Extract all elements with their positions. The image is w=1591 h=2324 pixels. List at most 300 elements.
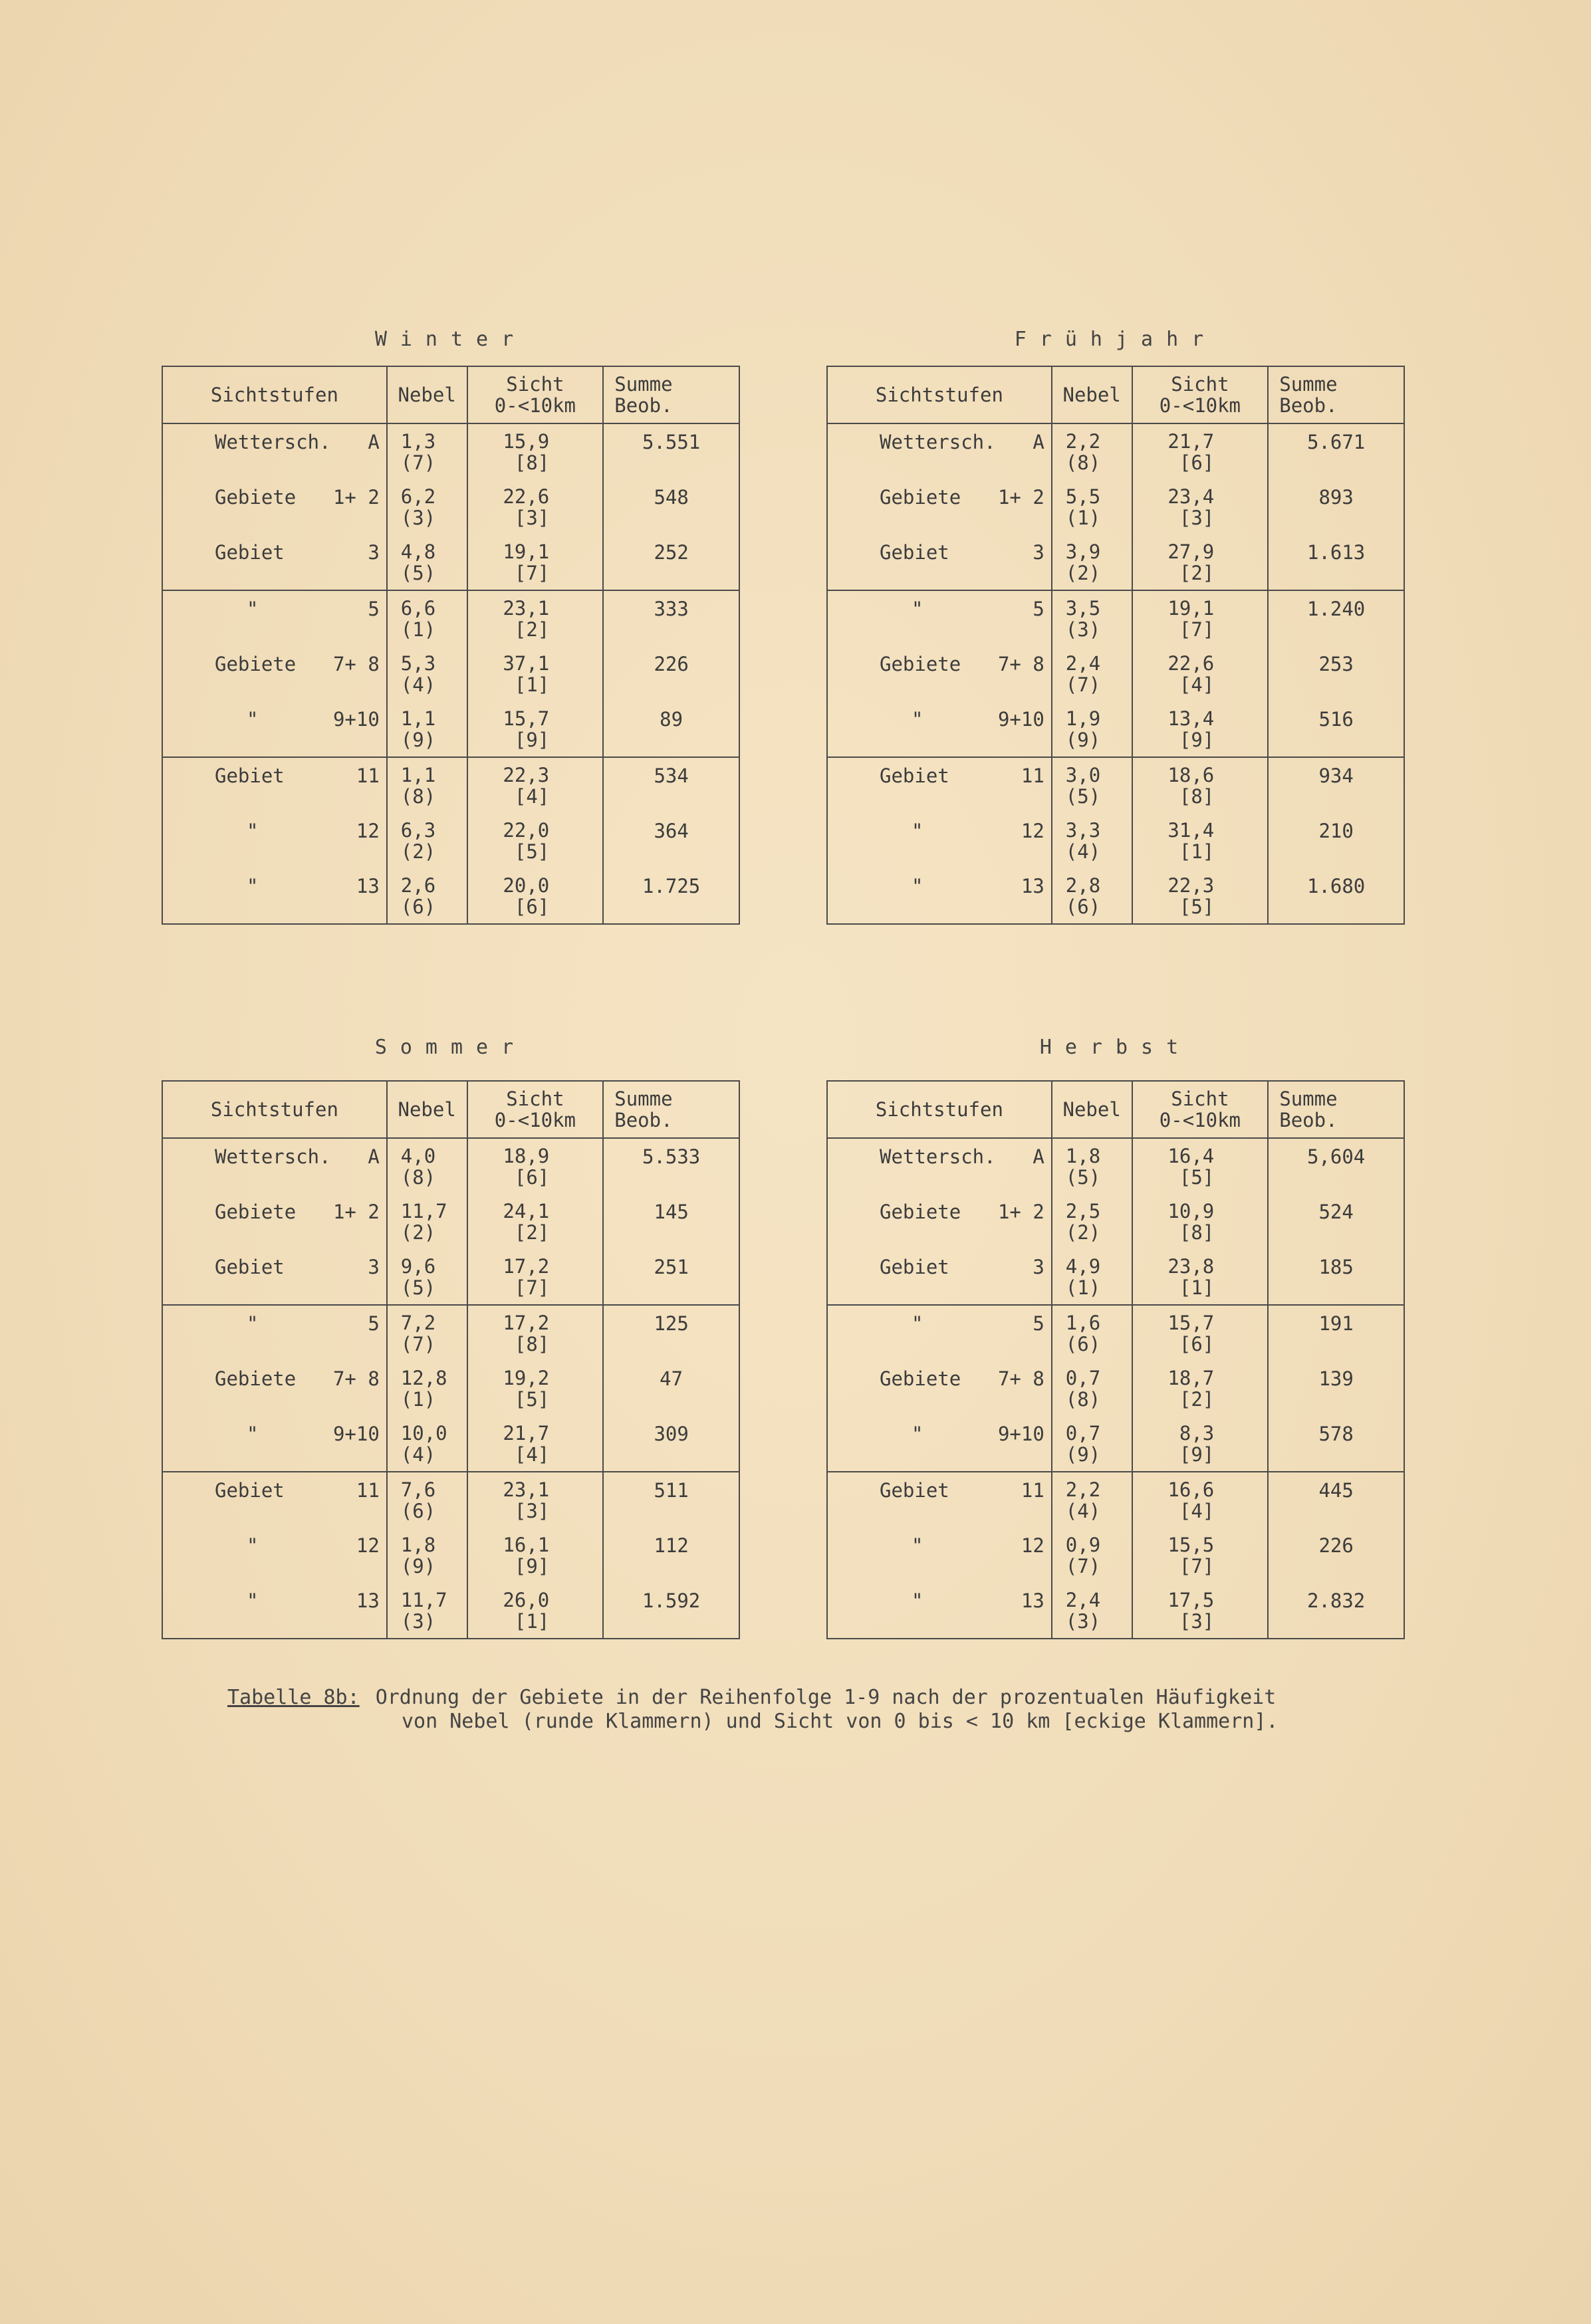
nebel-value: 7,6 (400, 1478, 436, 1501)
nebel-value: 11,7 (400, 1200, 447, 1222)
sicht-rank: [2] (514, 618, 550, 641)
nebel-value: 11,7 (400, 1589, 447, 1611)
row-name: " (247, 598, 259, 620)
summe-value: 1.613 (1306, 541, 1366, 564)
sicht-value: 15,7 (1167, 1312, 1215, 1334)
sicht-cell (467, 1583, 604, 1639)
summe-value: 253 (1318, 653, 1354, 675)
sicht-rank: [3] (514, 507, 550, 529)
sicht-value: 15,9 (503, 430, 550, 453)
row-label-cell (827, 701, 1052, 757)
header-nebel: Nebel (1052, 1081, 1132, 1138)
row-number: 7+ 8 (332, 653, 380, 675)
sicht-rank: [1] (1179, 1276, 1215, 1299)
nebel-cell (387, 479, 467, 534)
sicht-cell (1132, 1472, 1269, 1528)
summe-cell (603, 813, 739, 868)
table-row (827, 646, 1404, 701)
sicht-value: 22,6 (503, 485, 550, 508)
summe-cell (1268, 1361, 1404, 1416)
caption-line-2: von Nebel (runde Klammern) und Sicht von 0 bis < 10 km [eckige Klammern]. (402, 1710, 1279, 1733)
summe-value: 251 (654, 1256, 689, 1278)
nebel-rank: (1) (1065, 507, 1101, 529)
row-name: Gebiete (880, 1367, 961, 1390)
summe-value: 309 (654, 1423, 689, 1445)
table-row (162, 1138, 739, 1194)
header-summe-line2: Beob. (1279, 394, 1338, 417)
row-number: 9+10 (997, 708, 1044, 731)
sicht-cell (467, 1138, 604, 1194)
summe-value: 516 (1318, 708, 1354, 731)
nebel-rank: (5) (1065, 785, 1101, 808)
summe-cell (603, 1138, 739, 1194)
nebel-cell (1052, 534, 1132, 590)
row-label-cell (827, 423, 1052, 479)
nebel-rank: (8) (400, 785, 436, 808)
nebel-value: 1,8 (400, 1534, 436, 1556)
nebel-cell (1052, 1249, 1132, 1305)
row-label-cell (827, 868, 1052, 924)
sicht-cell (467, 1361, 604, 1416)
row-name: " (247, 1589, 259, 1612)
summe-cell (1268, 1472, 1404, 1528)
header-sicht-line2: 0-<10km (494, 394, 576, 417)
row-name: Wettersch. (215, 1145, 331, 1168)
summe-cell (1268, 646, 1404, 701)
row-label-cell (162, 868, 387, 924)
sicht-cell (1132, 1416, 1269, 1472)
header-summe-line1: Summe (1279, 1088, 1338, 1110)
nebel-rank: (7) (400, 1333, 436, 1355)
table-row (162, 590, 739, 646)
nebel-value: 2,2 (1065, 430, 1101, 453)
summe-value: 5.551 (642, 431, 701, 453)
row-number: 13 (1021, 875, 1044, 897)
table-row (162, 1528, 739, 1583)
row-label-cell (827, 1249, 1052, 1305)
table-row (827, 1305, 1404, 1361)
nebel-rank: (7) (400, 451, 436, 474)
table-row (827, 1249, 1404, 1305)
sicht-cell (467, 757, 604, 813)
nebel-rank: (3) (400, 507, 436, 529)
row-label-cell (827, 1361, 1052, 1416)
sicht-rank: [5] (1179, 895, 1215, 918)
header-summe-line1: Summe (614, 1088, 673, 1110)
row-number: 11 (1021, 1479, 1044, 1502)
sicht-value: 27,9 (1167, 540, 1215, 563)
sicht-rank: [8] (514, 1333, 550, 1355)
row-label-cell (162, 479, 387, 534)
nebel-rank: (2) (400, 1221, 436, 1244)
sicht-cell (1132, 1361, 1269, 1416)
summe-cell (1268, 1138, 1404, 1194)
sicht-cell (467, 590, 604, 646)
sicht-rank: [2] (1179, 562, 1215, 584)
sicht-value: 31,4 (1167, 819, 1215, 842)
table-row (827, 1583, 1404, 1639)
nebel-rank: (9) (1065, 729, 1101, 751)
nebel-value: 0,7 (1065, 1367, 1101, 1389)
sicht-rank: [6] (1179, 1333, 1215, 1355)
sicht-cell (467, 1249, 604, 1305)
nebel-rank: (1) (400, 1388, 436, 1411)
header-nebel: Nebel (387, 1081, 467, 1138)
table-title-herbst: Herbst (1039, 1036, 1192, 1059)
sicht-value: 17,2 (503, 1312, 550, 1334)
nebel-cell (1052, 423, 1132, 479)
header-summe-line2: Beob. (614, 394, 673, 417)
nebel-cell (387, 813, 467, 868)
summe-value: 934 (1318, 764, 1354, 787)
sicht-cell (467, 1528, 604, 1583)
nebel-cell (387, 1138, 467, 1194)
table-row (162, 1361, 739, 1416)
sicht-cell (467, 701, 604, 757)
nebel-rank: (3) (1065, 1610, 1101, 1633)
nebel-cell (387, 1194, 467, 1249)
row-name: Gebiete (215, 486, 297, 509)
nebel-rank: (2) (1065, 562, 1101, 584)
nebel-cell (387, 868, 467, 924)
row-label-cell (162, 1138, 387, 1194)
nebel-value: 3,9 (1065, 540, 1101, 563)
summe-cell (603, 757, 739, 813)
header-summe-line2: Beob. (1279, 1109, 1338, 1131)
sicht-cell (1132, 1528, 1269, 1583)
row-number: 9+10 (332, 1423, 380, 1445)
nebel-rank: (6) (1065, 1333, 1101, 1355)
sicht-cell (467, 813, 604, 868)
sicht-cell (1132, 813, 1269, 868)
row-number: 5 (368, 1312, 380, 1335)
summe-cell (1268, 868, 1404, 924)
sicht-rank: [9] (514, 729, 550, 751)
nebel-value: 5,3 (400, 652, 436, 675)
nebel-value: 2,8 (1065, 874, 1101, 897)
sicht-rank: [3] (1179, 507, 1215, 529)
sicht-cell (467, 1305, 604, 1361)
nebel-rank: (7) (1065, 673, 1101, 696)
sicht-cell (1132, 1305, 1269, 1361)
summe-cell (1268, 1416, 1404, 1472)
row-label-cell (162, 534, 387, 590)
summe-cell (603, 1583, 739, 1639)
nebel-value: 4,8 (400, 540, 436, 563)
table-row (162, 1194, 739, 1249)
nebel-cell (387, 1472, 467, 1528)
summe-cell (1268, 1583, 1404, 1639)
nebel-rank: (9) (1065, 1443, 1101, 1466)
sicht-value: 19,1 (1167, 597, 1215, 620)
sicht-cell (467, 1416, 604, 1472)
sicht-rank: [8] (514, 451, 550, 474)
sicht-rank: [4] (514, 785, 550, 808)
table-caption (227, 1686, 1279, 1734)
nebel-rank: (5) (400, 562, 436, 584)
caption-text-1: Ordnung der Gebiete in der Reihenfolge 1-9 nach der prozentualen Häufigkeit (375, 1686, 1277, 1709)
summe-cell (603, 868, 739, 924)
summe-value: 548 (654, 486, 689, 509)
table-row (827, 1472, 1404, 1528)
sicht-value: 22,6 (1167, 652, 1215, 675)
row-name: " (247, 1312, 259, 1335)
nebel-value: 3,5 (1065, 597, 1101, 620)
table-row (827, 590, 1404, 646)
summe-value: 364 (654, 820, 689, 842)
sicht-cell (1132, 534, 1269, 590)
summe-cell (603, 1528, 739, 1583)
header-sicht-line1: Sicht (1171, 1088, 1229, 1110)
row-name: " (912, 1534, 923, 1557)
summe-value: 191 (1318, 1312, 1354, 1335)
row-number: 1+ 2 (332, 486, 380, 509)
sicht-value: 16,4 (1167, 1145, 1215, 1167)
nebel-rank: (4) (400, 673, 436, 696)
nebel-value: 7,2 (400, 1312, 436, 1334)
row-name: Gebiete (880, 486, 961, 509)
row-label-cell (162, 1583, 387, 1639)
row-number: 7+ 8 (332, 1367, 380, 1390)
table-row (162, 646, 739, 701)
header-sicht-line2: 0-<10km (1159, 1109, 1241, 1131)
nebel-cell (1052, 757, 1132, 813)
table-row (162, 701, 739, 757)
summe-cell (603, 1194, 739, 1249)
nebel-cell (387, 1249, 467, 1305)
row-name: Gebiet (215, 1256, 285, 1278)
nebel-rank: (8) (1065, 1388, 1101, 1411)
summe-cell (1268, 590, 1404, 646)
nebel-value: 12,8 (400, 1367, 447, 1389)
sicht-rank: [3] (514, 1500, 550, 1522)
row-label-cell (162, 1361, 387, 1416)
table-row (827, 701, 1404, 757)
summe-value: 226 (654, 653, 689, 675)
nebel-rank: (8) (400, 1166, 436, 1189)
table-row (162, 479, 739, 534)
caption-line-1 (227, 1686, 1279, 1710)
summe-cell (1268, 757, 1404, 813)
summe-value: 185 (1318, 1256, 1354, 1278)
table-row (827, 1416, 1404, 1472)
nebel-cell (1052, 1528, 1132, 1583)
table-row (827, 534, 1404, 590)
summe-value: 145 (654, 1201, 689, 1223)
header-summe (1268, 366, 1404, 423)
row-name: " (912, 598, 923, 620)
row-number: 3 (368, 541, 380, 564)
sicht-value: 21,7 (1167, 430, 1215, 453)
row-number: 13 (356, 875, 380, 897)
row-number: 5 (1033, 598, 1044, 620)
row-label-cell (827, 1138, 1052, 1194)
row-number: 3 (368, 1256, 380, 1278)
sicht-value: 22,3 (503, 764, 550, 786)
header-sicht-line1: Sicht (506, 373, 564, 396)
sicht-value: 8,3 (1179, 1422, 1215, 1445)
nebel-cell (387, 1583, 467, 1639)
row-label-cell (827, 1416, 1052, 1472)
sicht-cell (1132, 1138, 1269, 1194)
nebel-cell (387, 590, 467, 646)
sicht-cell (467, 868, 604, 924)
row-number: A (1033, 431, 1044, 453)
sicht-value: 23,8 (1167, 1255, 1215, 1278)
row-label-cell (827, 813, 1052, 868)
sicht-value: 18,9 (503, 1145, 550, 1167)
sicht-rank: [4] (514, 1443, 550, 1466)
sicht-value: 21,7 (503, 1422, 550, 1445)
row-label-cell (162, 646, 387, 701)
sicht-cell (1132, 590, 1269, 646)
nebel-rank: (4) (400, 1443, 436, 1466)
nebel-cell (1052, 479, 1132, 534)
row-label-cell (162, 423, 387, 479)
nebel-cell (1052, 1194, 1132, 1249)
nebel-rank: (6) (1065, 895, 1101, 918)
header-summe-line2: Beob. (614, 1109, 673, 1131)
row-name: Gebiet (215, 1479, 285, 1502)
row-name: Gebiete (215, 653, 297, 675)
header-sichtstufen: Sichtstufen (162, 1081, 387, 1138)
summe-value: 333 (654, 598, 689, 620)
nebel-rank: (1) (1065, 1276, 1101, 1299)
summe-value: 5,604 (1306, 1145, 1366, 1168)
sicht-rank: [7] (1179, 618, 1215, 641)
sicht-rank: [6] (1179, 451, 1215, 474)
summe-cell (1268, 534, 1404, 590)
row-label-cell (827, 534, 1052, 590)
summe-value: 210 (1318, 820, 1354, 842)
sicht-cell (467, 1194, 604, 1249)
row-number: 13 (1021, 1589, 1044, 1612)
sicht-rank: [5] (1179, 1166, 1215, 1189)
sicht-value: 13,4 (1167, 707, 1215, 730)
row-number: 1+ 2 (997, 1201, 1044, 1223)
sicht-rank: [7] (514, 562, 550, 584)
row-label-cell (162, 813, 387, 868)
table-row (162, 1583, 739, 1639)
nebel-cell (387, 534, 467, 590)
row-number: 9+10 (997, 1423, 1044, 1445)
header-summe (603, 366, 739, 423)
row-name: Wettersch. (880, 1145, 996, 1168)
summe-cell (1268, 813, 1404, 868)
row-name: Gebiet (215, 541, 285, 564)
sicht-rank: [6] (514, 895, 550, 918)
nebel-rank: (2) (1065, 1221, 1101, 1244)
nebel-value: 2,4 (1065, 1589, 1101, 1611)
sicht-cell (1132, 1194, 1269, 1249)
sicht-value: 22,3 (1167, 874, 1215, 897)
row-number: A (1033, 1145, 1044, 1168)
nebel-value: 2,5 (1065, 1200, 1101, 1222)
nebel-value: 6,6 (400, 597, 436, 620)
sicht-cell (467, 423, 604, 479)
sicht-value: 22,0 (503, 819, 550, 842)
row-name: " (912, 820, 923, 842)
table-row (827, 479, 1404, 534)
summe-value: 511 (654, 1479, 689, 1502)
table-row (162, 423, 739, 479)
summe-cell (1268, 1249, 1404, 1305)
summe-value: 1.725 (642, 875, 701, 897)
sicht-cell (467, 646, 604, 701)
sicht-cell (467, 534, 604, 590)
sicht-rank: [4] (1179, 1500, 1215, 1522)
summe-cell (603, 423, 739, 479)
row-name: Gebiet (880, 764, 949, 787)
summe-value: 1.592 (642, 1589, 701, 1612)
summe-cell (603, 534, 739, 590)
sicht-value: 16,6 (1167, 1478, 1215, 1501)
row-name: Gebiete (215, 1201, 297, 1223)
table-herbst (826, 1080, 1405, 1639)
summe-value: 47 (660, 1367, 683, 1390)
sicht-value: 18,7 (1167, 1367, 1215, 1389)
nebel-cell (387, 646, 467, 701)
nebel-cell (1052, 590, 1132, 646)
table-title-sommer: Sommer (374, 1036, 527, 1059)
summe-cell (1268, 423, 1404, 479)
table-row (827, 813, 1404, 868)
nebel-value: 10,0 (400, 1422, 447, 1445)
nebel-cell (1052, 701, 1132, 757)
header-summe (1268, 1081, 1404, 1138)
summe-value: 89 (660, 708, 683, 731)
caption-label: Tabelle 8b: (227, 1686, 360, 1709)
row-number: A (368, 431, 380, 453)
nebel-rank: (4) (1065, 840, 1101, 863)
table-row (162, 868, 739, 924)
row-number: 13 (356, 1589, 380, 1612)
sicht-value: 10,9 (1167, 1200, 1215, 1222)
nebel-cell (1052, 1472, 1132, 1528)
sicht-value: 15,5 (1167, 1534, 1215, 1556)
row-label-cell (827, 1194, 1052, 1249)
header-row (162, 1081, 739, 1138)
header-sichtstufen: Sichtstufen (827, 366, 1052, 423)
summe-cell (603, 1249, 739, 1305)
nebel-value: 2,2 (1065, 1478, 1101, 1501)
row-label-cell (827, 1583, 1052, 1639)
nebel-rank: (2) (400, 840, 436, 863)
row-number: 12 (1021, 1534, 1044, 1557)
sicht-rank: [2] (1179, 1388, 1215, 1411)
table-row (162, 1249, 739, 1305)
nebel-cell (387, 1305, 467, 1361)
row-label-cell (827, 479, 1052, 534)
nebel-cell (387, 1528, 467, 1583)
nebel-value: 4,0 (400, 1145, 436, 1167)
sicht-rank: [7] (514, 1276, 550, 1299)
header-row (827, 366, 1404, 423)
nebel-cell (1052, 868, 1132, 924)
table-row (162, 1416, 739, 1472)
nebel-rank: (6) (400, 895, 436, 918)
row-number: 3 (1033, 541, 1044, 564)
sicht-rank: [6] (514, 1166, 550, 1189)
table-row (827, 757, 1404, 813)
table-title-fruehjahr: Frühjahr (1014, 328, 1217, 351)
nebel-rank: (9) (400, 1555, 436, 1577)
nebel-cell (1052, 1138, 1132, 1194)
nebel-value: 6,3 (400, 819, 436, 842)
sicht-value: 19,2 (503, 1367, 550, 1389)
nebel-cell (387, 757, 467, 813)
nebel-value: 1,1 (400, 764, 436, 786)
